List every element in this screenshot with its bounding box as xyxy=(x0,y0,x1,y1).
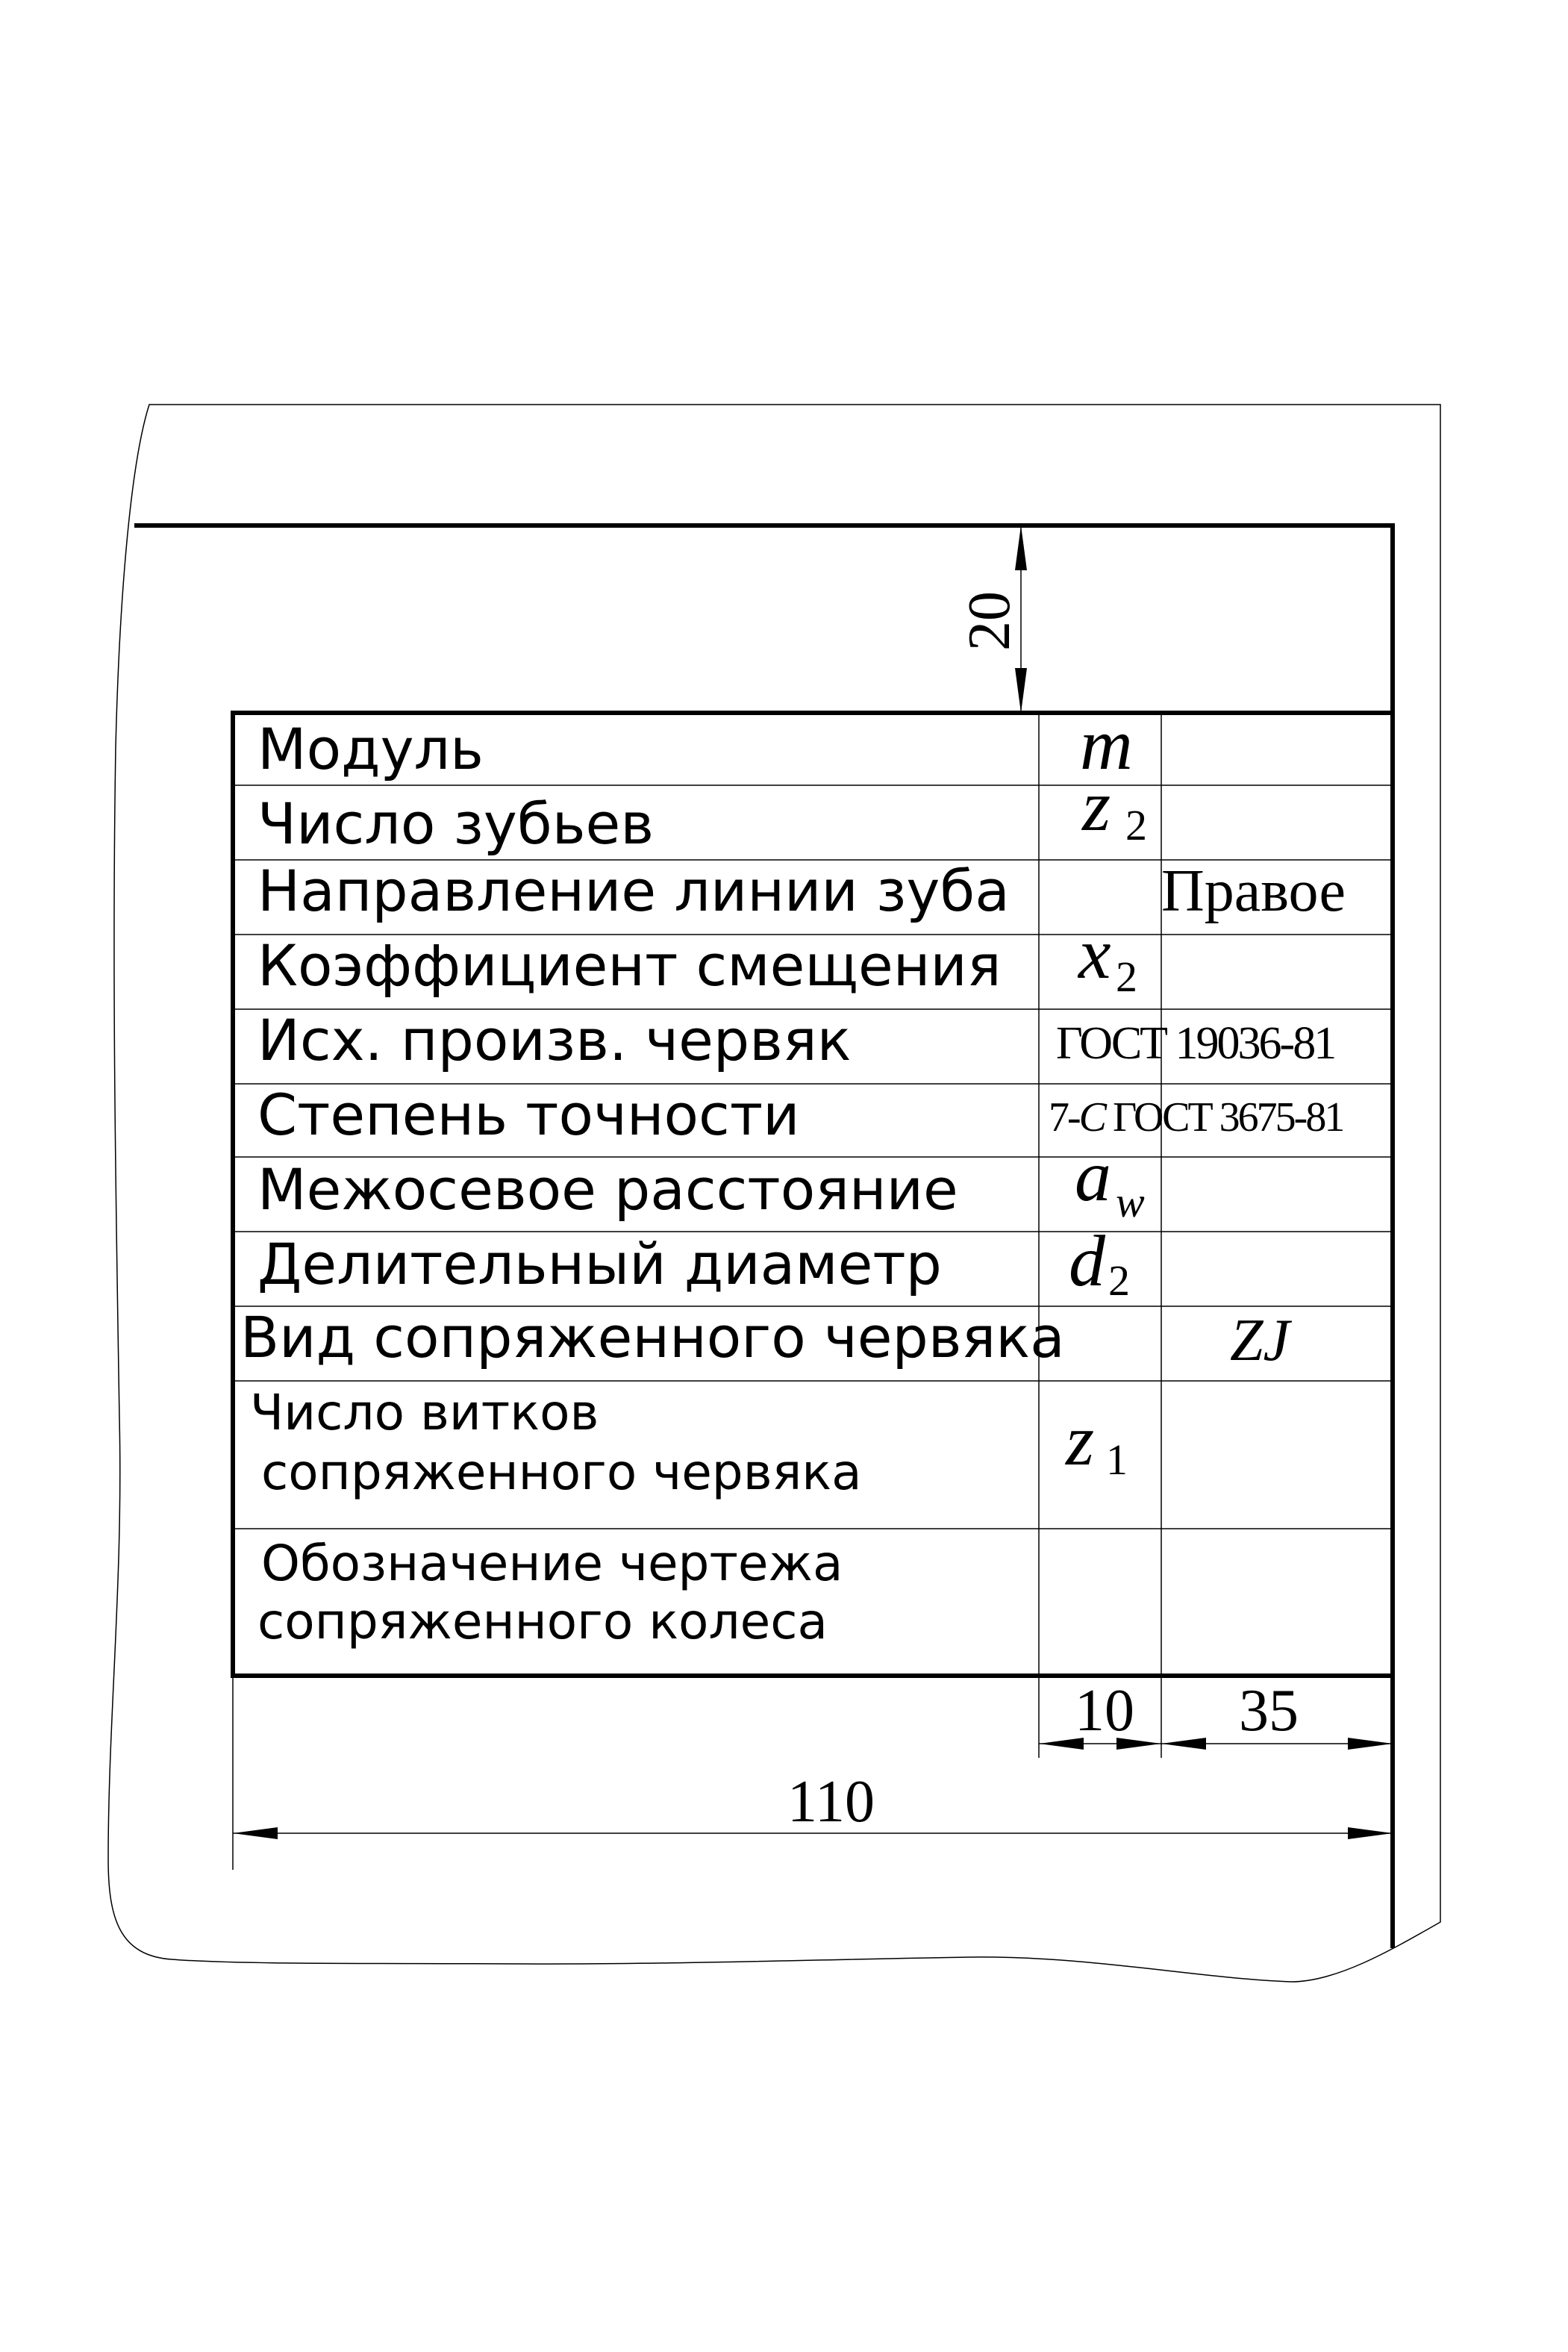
row-value xyxy=(1049,1094,1343,1141)
row-name: Степень точности xyxy=(257,1082,800,1148)
row-symbol-subscript: 1 xyxy=(1106,1435,1128,1484)
row-worm-type xyxy=(240,1304,1292,1373)
dimension-symbol-column xyxy=(1039,1678,1161,1744)
row-value: ГОСТ 19036-81 xyxy=(1056,1018,1335,1069)
row-shift-coefficient xyxy=(257,914,1137,1001)
dimension-value: 110 xyxy=(787,1769,875,1835)
row-name: Направление линии зуба xyxy=(257,858,1010,924)
row-symbol: x xyxy=(1078,914,1111,994)
row-generating-worm xyxy=(257,1007,1334,1073)
row-modul xyxy=(257,705,1133,785)
row-name: Модуль xyxy=(257,716,484,782)
row-value: ZJ xyxy=(1230,1308,1290,1373)
dimension-total-width xyxy=(233,1769,1393,1835)
row-value-italic: C xyxy=(1078,1094,1105,1141)
row-name: Исх. произв. червяк xyxy=(257,1007,852,1073)
dimension-value: 20 xyxy=(957,591,1022,651)
row-worm-threads xyxy=(250,1384,1128,1501)
row-symbol: m xyxy=(1080,705,1133,785)
row-symbol-subscript: 2 xyxy=(1116,952,1137,1001)
row-symbol: z xyxy=(1082,766,1111,846)
row-tooth-direction xyxy=(257,858,1346,924)
row-name-line1: Число витков xyxy=(250,1384,599,1441)
row-symbol: d xyxy=(1069,1221,1105,1302)
row-name-line2: сопряженного колеса xyxy=(257,1593,828,1650)
row-value: Правое xyxy=(1161,858,1346,924)
row-symbol: a xyxy=(1075,1136,1111,1217)
row-name: Делительный диаметр xyxy=(257,1231,942,1297)
row-name: Число зубьев xyxy=(257,790,655,857)
dimension-value-column xyxy=(1161,1678,1393,1744)
row-mating-wheel-drawing xyxy=(257,1535,843,1650)
dimension-value: 35 xyxy=(1239,1678,1299,1744)
row-name: Вид сопряженного червяка xyxy=(240,1304,1065,1370)
row-accuracy-degree xyxy=(257,1082,1343,1148)
dimension-value: 10 xyxy=(1075,1678,1134,1744)
dimension-top-offset xyxy=(957,525,1022,713)
row-symbol-subscript: w xyxy=(1116,1178,1145,1226)
row-pitch-diameter xyxy=(257,1221,1130,1305)
row-value-prefix: 7- xyxy=(1049,1094,1079,1141)
row-symbol-subscript: 2 xyxy=(1108,1256,1130,1305)
row-name-line2: сопряженного червяка xyxy=(261,1444,862,1501)
row-symbol-subscript: 2 xyxy=(1125,801,1147,849)
row-value-rest: ГОСТ 3675-81 xyxy=(1105,1094,1343,1141)
row-name: Межосевое расстояние xyxy=(257,1156,958,1223)
row-center-distance xyxy=(257,1136,1145,1226)
row-name-line1: Обозначение чертежа xyxy=(261,1535,843,1592)
row-symbol: z xyxy=(1066,1400,1095,1481)
row-name: Коэффициент смещения xyxy=(257,932,1002,999)
